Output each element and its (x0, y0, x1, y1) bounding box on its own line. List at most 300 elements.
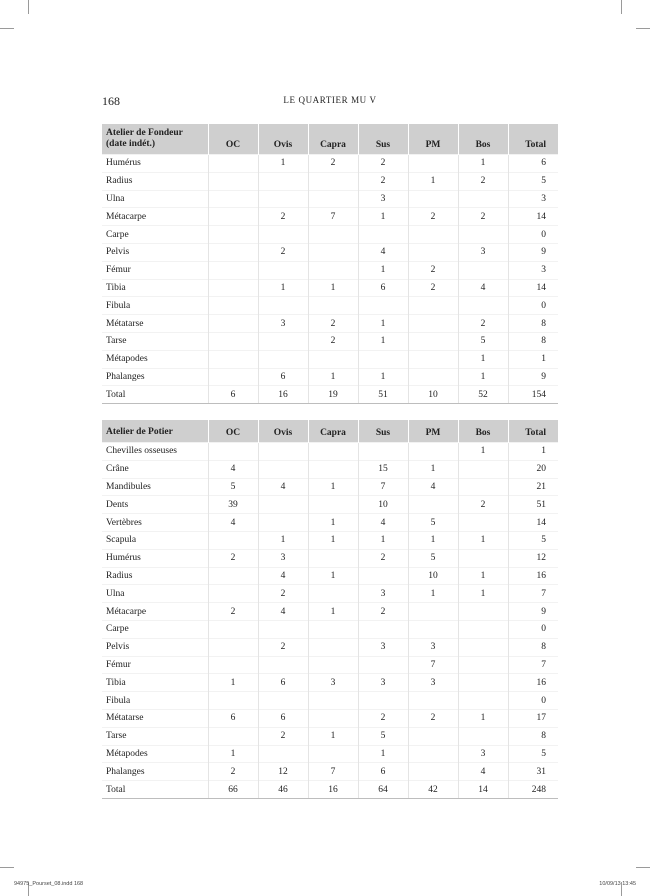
cell-value: 16 (508, 674, 558, 692)
cell-value (408, 727, 458, 745)
cell-value: 5 (508, 531, 558, 549)
cell-value (358, 443, 408, 461)
cell-value: 6 (258, 674, 308, 692)
cell-value (308, 549, 358, 567)
cell-value: 5 (358, 727, 408, 745)
row-label: Dents (102, 496, 208, 514)
cell-value (408, 692, 458, 710)
cell-value (258, 190, 308, 208)
cell-value (208, 350, 258, 368)
cell-value (208, 585, 258, 603)
cell-value: 8 (508, 638, 558, 656)
cell-value: 14 (508, 208, 558, 226)
cell-value: 5 (508, 172, 558, 190)
cell-value: 1 (258, 279, 308, 297)
cell-value (208, 315, 258, 333)
cell-value (308, 745, 358, 763)
cell-value: 2 (358, 709, 408, 727)
column-header: Sus (358, 124, 408, 155)
crop-mark (0, 28, 14, 29)
cell-value: 6 (508, 155, 558, 173)
cell-value: 10 (408, 386, 458, 404)
cell-value: 6 (358, 279, 408, 297)
cell-value (258, 332, 308, 350)
cell-value (458, 190, 508, 208)
table-row (102, 443, 558, 461)
column-header: Total (508, 420, 558, 443)
cell-value (258, 496, 308, 514)
cell-value: 0 (508, 297, 558, 315)
row-label: Fibula (102, 297, 208, 315)
cell-value (458, 514, 508, 532)
table-row (102, 243, 558, 261)
cell-value (458, 638, 508, 656)
cell-value: 1 (408, 172, 458, 190)
page-number: 168 (102, 94, 120, 108)
cell-value (408, 745, 458, 763)
cell-value: 7 (358, 478, 408, 496)
cell-value: 1 (208, 674, 258, 692)
cell-value: 1 (308, 531, 358, 549)
footer-file: 94975_Pourset_08.indd 168 (14, 881, 84, 887)
cell-value: 2 (308, 155, 358, 173)
cell-value: 3 (258, 315, 308, 333)
cell-value: 3 (308, 674, 358, 692)
row-label: Mandibules (102, 478, 208, 496)
cell-value: 4 (358, 514, 408, 532)
cell-value (258, 261, 308, 279)
table-row (102, 226, 558, 244)
cell-value: 1 (458, 350, 508, 368)
cell-value (258, 172, 308, 190)
table-row (102, 460, 558, 478)
cell-value (358, 567, 408, 585)
table-row (102, 172, 558, 190)
row-label: Métatarse (102, 315, 208, 333)
row-label: Tarse (102, 727, 208, 745)
cell-value (258, 656, 308, 674)
cell-value (308, 460, 358, 478)
table-title-header: Atelier de Potier (102, 420, 208, 443)
cell-value: 1 (308, 727, 358, 745)
cell-value (308, 226, 358, 244)
cell-value (458, 603, 508, 621)
cell-value (408, 243, 458, 261)
cell-value: 1 (358, 745, 408, 763)
cell-value: 7 (308, 208, 358, 226)
cell-value: 12 (258, 763, 308, 781)
cell-value: 2 (258, 727, 308, 745)
cell-value: 2 (358, 172, 408, 190)
cell-value: 8 (508, 727, 558, 745)
cell-value: 31 (508, 763, 558, 781)
cell-value (208, 567, 258, 585)
cell-value (308, 297, 358, 315)
cell-value: 4 (458, 279, 508, 297)
cell-value (208, 638, 258, 656)
column-header: PM (408, 420, 458, 443)
column-header: PM (408, 124, 458, 155)
row-label: Radius (102, 172, 208, 190)
cell-value: 16 (258, 386, 308, 404)
cell-value: 2 (308, 332, 358, 350)
cell-value (208, 261, 258, 279)
cell-value: 21 (508, 478, 558, 496)
cell-value: 5 (208, 478, 258, 496)
crop-mark (636, 28, 650, 29)
cell-value: 3 (408, 674, 458, 692)
cell-value: 2 (458, 496, 508, 514)
table-row (102, 261, 558, 279)
row-label: Fibula (102, 692, 208, 710)
cell-value: 12 (508, 549, 558, 567)
cell-value (358, 692, 408, 710)
cell-value: 1 (508, 350, 558, 368)
cell-value (308, 190, 358, 208)
cell-value: 6 (258, 709, 308, 727)
table-row (102, 585, 558, 603)
table-row (102, 155, 558, 173)
cell-value: 2 (258, 638, 308, 656)
cell-value: 1 (458, 567, 508, 585)
table-atelier-fondeur (102, 124, 558, 404)
row-label: Métacarpe (102, 603, 208, 621)
cell-value (308, 443, 358, 461)
cell-value (308, 638, 358, 656)
cell-value: 9 (508, 243, 558, 261)
cell-value: 3 (358, 585, 408, 603)
cell-value (308, 261, 358, 279)
cell-value: 1 (458, 585, 508, 603)
cell-value (408, 226, 458, 244)
table-header-row (102, 420, 558, 443)
row-label: Métatarse (102, 709, 208, 727)
row-label: Ulna (102, 585, 208, 603)
cell-value: 51 (358, 386, 408, 404)
column-header: Ovis (258, 420, 308, 443)
table-row (102, 514, 558, 532)
cell-value: 6 (258, 368, 308, 386)
cell-value: 2 (208, 763, 258, 781)
cell-value (308, 496, 358, 514)
cell-value: 16 (308, 781, 358, 799)
cell-value (208, 155, 258, 173)
column-header: Bos (458, 124, 508, 155)
cell-value: 3 (458, 243, 508, 261)
table-row (102, 332, 558, 350)
cell-value: 7 (308, 763, 358, 781)
row-label: Total (102, 386, 208, 404)
cell-value: 10 (358, 496, 408, 514)
row-label: Fémur (102, 656, 208, 674)
row-label: Carpe (102, 620, 208, 638)
cell-value (258, 226, 308, 244)
table-title-header: Atelier de Fondeur (date indét.) (102, 124, 208, 155)
cell-value: 1 (358, 368, 408, 386)
cell-value: 2 (408, 709, 458, 727)
cell-value (458, 549, 508, 567)
table-atelier-potier (102, 420, 558, 799)
cell-value: 0 (508, 692, 558, 710)
table-row (102, 549, 558, 567)
column-header: Total (508, 124, 558, 155)
column-header: Sus (358, 420, 408, 443)
cell-value (308, 243, 358, 261)
table-row (102, 656, 558, 674)
cell-value: 4 (258, 603, 308, 621)
crop-mark (636, 867, 650, 868)
cell-value (458, 478, 508, 496)
cell-value (208, 208, 258, 226)
cell-value (208, 226, 258, 244)
column-header: Ovis (258, 124, 308, 155)
cell-value: 7 (508, 585, 558, 603)
cell-value: 4 (208, 460, 258, 478)
cell-value (208, 297, 258, 315)
cell-value: 3 (358, 190, 408, 208)
cell-value (358, 350, 408, 368)
cell-value (308, 350, 358, 368)
cell-value: 1 (458, 368, 508, 386)
row-label: Chevilles osseuses (102, 443, 208, 461)
cell-value (208, 620, 258, 638)
cell-value: 14 (458, 781, 508, 799)
cell-value: 1 (308, 478, 358, 496)
table-row (102, 727, 558, 745)
row-label: Tibia (102, 674, 208, 692)
column-header: OC (208, 420, 258, 443)
table-row (102, 567, 558, 585)
cell-value: 1 (358, 332, 408, 350)
row-label: Pelvis (102, 243, 208, 261)
total-row (102, 386, 558, 404)
cell-value: 1 (358, 208, 408, 226)
table-row (102, 496, 558, 514)
cell-value: 1 (408, 585, 458, 603)
cell-value: 7 (508, 656, 558, 674)
cell-value: 52 (458, 386, 508, 404)
cell-value: 5 (408, 549, 458, 567)
cell-value (258, 350, 308, 368)
cell-value: 2 (358, 155, 408, 173)
row-label: Total (102, 781, 208, 799)
cell-value (308, 172, 358, 190)
cell-value: 19 (308, 386, 358, 404)
cell-value (208, 656, 258, 674)
cell-value: 1 (358, 315, 408, 333)
cell-value: 1 (358, 531, 408, 549)
row-label: Humérus (102, 155, 208, 173)
table-header-row (102, 124, 558, 155)
cell-value (258, 443, 308, 461)
cell-value (458, 297, 508, 315)
cell-value: 2 (458, 315, 508, 333)
row-label: Humérus (102, 549, 208, 567)
table-row (102, 638, 558, 656)
row-label: Ulna (102, 190, 208, 208)
cell-value: 2 (258, 243, 308, 261)
cell-value: 2 (258, 585, 308, 603)
cell-value: 1 (258, 155, 308, 173)
cell-value (408, 496, 458, 514)
table-row (102, 297, 558, 315)
cell-value: 1 (208, 745, 258, 763)
column-header: Bos (458, 420, 508, 443)
cell-value: 6 (208, 386, 258, 404)
cell-value: 1 (408, 460, 458, 478)
cell-value: 2 (408, 208, 458, 226)
table-row (102, 763, 558, 781)
cell-value: 2 (408, 261, 458, 279)
cell-value: 0 (508, 620, 558, 638)
column-header: Capra (308, 124, 358, 155)
cell-value: 2 (258, 208, 308, 226)
row-label: Métacarpe (102, 208, 208, 226)
row-label: Métapodes (102, 350, 208, 368)
cell-value (308, 620, 358, 638)
cell-value (408, 332, 458, 350)
crop-mark (0, 867, 14, 868)
cell-value: 14 (508, 279, 558, 297)
cell-value (258, 745, 308, 763)
cell-value: 64 (358, 781, 408, 799)
running-title: LE QUARTIER MU V (283, 95, 377, 105)
cell-value: 5 (458, 332, 508, 350)
cell-value: 5 (408, 514, 458, 532)
crop-mark (28, 0, 29, 14)
column-header: Capra (308, 420, 358, 443)
cell-value: 16 (508, 567, 558, 585)
cell-value: 9 (508, 603, 558, 621)
cell-value (208, 172, 258, 190)
cell-value: 4 (208, 514, 258, 532)
cell-value: 9 (508, 368, 558, 386)
cell-value: 2 (308, 315, 358, 333)
row-label: Carpe (102, 226, 208, 244)
cell-value: 1 (458, 155, 508, 173)
cell-value (408, 443, 458, 461)
cell-value (208, 692, 258, 710)
cell-value (408, 350, 458, 368)
cell-value: 1 (308, 279, 358, 297)
cell-value (358, 656, 408, 674)
cell-value (458, 692, 508, 710)
table-row (102, 190, 558, 208)
cell-value (408, 297, 458, 315)
cell-value: 4 (408, 478, 458, 496)
cell-value (258, 297, 308, 315)
cell-value (458, 261, 508, 279)
cell-value: 1 (258, 531, 308, 549)
cell-value: 0 (508, 226, 558, 244)
cell-value (408, 603, 458, 621)
column-header: OC (208, 124, 258, 155)
cell-value (258, 514, 308, 532)
row-label: Tibia (102, 279, 208, 297)
row-label: Vertèbres (102, 514, 208, 532)
cell-value: 1 (308, 603, 358, 621)
page-header (102, 94, 558, 110)
cell-value: 15 (358, 460, 408, 478)
cell-value (208, 368, 258, 386)
row-label: Phalanges (102, 763, 208, 781)
row-label: Métapodes (102, 745, 208, 763)
cell-value: 1 (408, 531, 458, 549)
cell-value: 248 (508, 781, 558, 799)
cell-value (258, 620, 308, 638)
cell-value: 3 (358, 674, 408, 692)
cell-value (208, 243, 258, 261)
cell-value (358, 297, 408, 315)
table-row (102, 603, 558, 621)
cell-value: 17 (508, 709, 558, 727)
cell-value: 6 (208, 709, 258, 727)
cell-value: 2 (208, 549, 258, 567)
cell-value (408, 315, 458, 333)
row-label: Pelvis (102, 638, 208, 656)
cell-value: 2 (458, 172, 508, 190)
cell-value (208, 727, 258, 745)
table-row (102, 620, 558, 638)
cell-value (458, 727, 508, 745)
cell-value (408, 190, 458, 208)
table-row (102, 709, 558, 727)
table-row (102, 478, 558, 496)
cell-value (408, 620, 458, 638)
cell-value: 4 (458, 763, 508, 781)
table-row (102, 350, 558, 368)
cell-value: 3 (408, 638, 458, 656)
row-label: Scapula (102, 531, 208, 549)
cell-value: 4 (358, 243, 408, 261)
cell-value: 4 (258, 567, 308, 585)
cell-value: 10 (408, 567, 458, 585)
cell-value: 3 (358, 638, 408, 656)
cell-value (458, 460, 508, 478)
cell-value (208, 443, 258, 461)
cell-value: 2 (408, 279, 458, 297)
total-row (102, 781, 558, 799)
cell-value: 8 (508, 315, 558, 333)
cell-value (258, 692, 308, 710)
cell-value: 46 (258, 781, 308, 799)
cell-value: 1 (308, 514, 358, 532)
cell-value: 2 (358, 549, 408, 567)
cell-value: 3 (508, 190, 558, 208)
cell-value (308, 585, 358, 603)
cell-value: 20 (508, 460, 558, 478)
table-row (102, 315, 558, 333)
row-label: Tarse (102, 332, 208, 350)
cell-value: 1 (458, 443, 508, 461)
cell-value (308, 656, 358, 674)
cell-value: 1 (508, 443, 558, 461)
table-row (102, 745, 558, 763)
cell-value (458, 226, 508, 244)
crop-mark (621, 0, 622, 14)
cell-value: 14 (508, 514, 558, 532)
cell-value: 3 (508, 261, 558, 279)
table-row (102, 279, 558, 297)
cell-value (408, 155, 458, 173)
cell-value: 51 (508, 496, 558, 514)
cell-value (458, 656, 508, 674)
table-row (102, 368, 558, 386)
row-label: Crâne (102, 460, 208, 478)
cell-value: 39 (208, 496, 258, 514)
table-row (102, 208, 558, 226)
cell-value: 2 (458, 208, 508, 226)
